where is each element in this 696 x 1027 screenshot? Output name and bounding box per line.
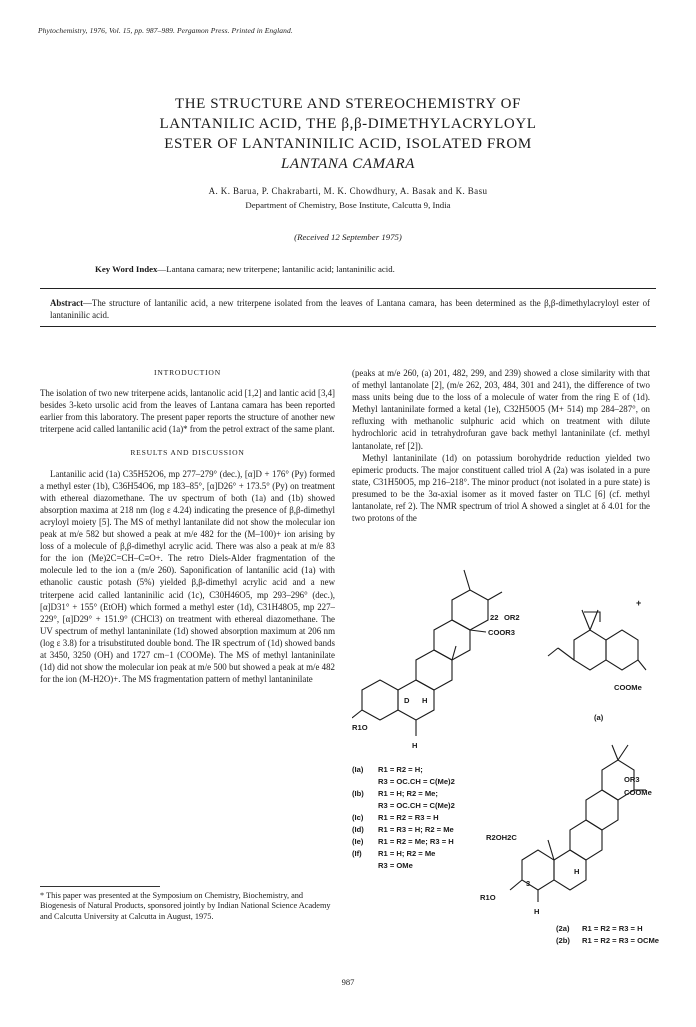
fragment-a-label: (a) — [594, 713, 604, 722]
affiliation: Department of Chemistry, Bose Institute, Calcutta 9, India — [245, 200, 451, 210]
compound-id: (2b) — [556, 936, 570, 945]
article-title — [40, 94, 656, 174]
keyword-index — [95, 264, 395, 274]
right-paragraph-1: (peaks at m/e 260, (a) 201, 482, 299, and 239) showed a close similarity with that of methyl lantanolate [2], (m/e 262, 203, 484, 301 and 241), the difference of two mass units being due to the loss of a molecule of water from the ring E of (1d). Methyl lantaninilate formed a ketal (1e), C32H50O5 (M+ 514) mp 284–287°, on refluxing with methanolic sulphuric acid which on treatment with dilute hydrochloric acid in tetrahydrofuran gave back methyl lantaninilate (cf. methyl lantanolate, ref [2]). — [352, 368, 650, 451]
compound-substituents-2: R3 = OC.CH = C(Me)2 — [378, 777, 455, 786]
compound-substituents: R1 = R2 = R3 = H — [582, 924, 643, 933]
struct2-h-label: H — [574, 867, 580, 876]
structure-2-skeleton — [510, 745, 646, 902]
compound-row-1e — [352, 837, 455, 849]
results-text: Lantanilic acid (1a) C35H52O6, mp 277–279° (dec.), [α]D + 176° (Py) formed a methyl ester (1b), C36H54O6, mp 183–85°, [α]D26° + 173.5° (Py) on treatment with ethereal diazomethane. The uv spectrum of both (1a) and (1b) showed absorption maxima at 218 nm (log ε 4.24) indicating the presence of β,β-dimethyl acryloyl moiety [5]. The MS of methyl lantanilate did not show the molecular ion peak at m/e 582 but showed a peak at m/e 482 for the (M–100)+ ion arising by loss of a molecule of β,β-dimethyl acrylic acid. There was also a peak at m/e 83 for the ion (Me)2C=CH–C≡O+. The retro Diels-Alder fragmentation of the molecule led to the ion a (m/e 260). Saponification of lantanilic acid (1a) with ethanolic caustic potash (5%) yielded β,β-dimethyl acrylic acid and a new triterpene acid called lantaninilic acid (1c), C30H46O5, mp 293–296° (dec.), [α]D31° + 155° (EtOH) which formed a methyl ester (1d), C31H48O5, mp 227–229°, [α]D29° + 151.9° (CHCl3) on treatment with ethereal diazomethane. The UV spectrum of methyl lantaninilate (1d) showed absorption maximum at 206 nm (log ε 3.8) for a trisubstituted double bond. The IR spectrum of (1d) showed bands at 3450, 3250 (OH) and 1727 cm−1 (COOMe). The MS of methyl lantaninilate (1d) did not show the molecular ion peak at m/e 500 but showed a peak at m/e 482 for the ion (M-H2O)+. The MS fragmentation pattern of methyl lantaninilate — [40, 468, 335, 685]
compound-substituents: R1 = R2 = Me; R3 = H — [378, 837, 454, 846]
page-number: 987 — [341, 977, 355, 987]
structure-1-skeleton — [352, 570, 502, 736]
compound-id: (Ie) — [352, 837, 364, 846]
fragment-a-structure — [548, 610, 646, 670]
compound-substituents: R1 = H; R2 = Me; — [378, 789, 438, 798]
title-line-4: LANTANA CAMARA — [280, 156, 416, 172]
compound-list-2 — [556, 924, 659, 948]
struct1-c22-label: 22 — [490, 613, 499, 622]
footnote: * This paper was presented at the Symposium on Chemistry, Biochemistry, and Biogenesis of Natural Products, sponsored jointly by Indian National Science Academy and Calcutta University at Calcutta in August, 1975. — [40, 891, 331, 921]
compound-id: (Id) — [352, 825, 364, 834]
compound-row-1c — [352, 813, 455, 825]
struct1-h-ring-label: H — [422, 696, 428, 705]
compound-id: (2a) — [556, 924, 570, 933]
compound-row-1a — [352, 765, 455, 777]
struct1-r1o-label: R1O — [352, 723, 368, 732]
keyword-text: —Lantana camara; new triterpene; lantanilic acid; lantaninilic acid. — [157, 264, 395, 274]
fragment-plus-sign: + — [636, 598, 642, 608]
compound-substituents: R1 = R2 = H; — [378, 765, 423, 774]
introduction-text: The isolation of two new triterpene acids, lantanolic acid [1,2] and lantic acid [3,4] besides 3-keto ursolic acid from the leaves of Lantana camara has been reported earlier from this laboratory. The present paper reports the structure of another new triterpene acid called lantanilic acid (1a)* from the petrol extract of the same plant. — [40, 388, 335, 435]
compound-id: (Ib) — [352, 789, 364, 798]
compound-row-1b-cont — [352, 801, 455, 813]
footnote-rule — [40, 886, 160, 887]
struct1-h-bottom-label: H — [412, 741, 418, 750]
struct2-coome-label: COOMe — [624, 788, 652, 797]
struct1-ring-d-label: D — [404, 696, 410, 705]
struct2-r1o-label: R1O — [480, 893, 496, 902]
compound-substituents: R1 = R2 = R3 = H — [378, 813, 439, 822]
compound-id: (If) — [352, 849, 362, 858]
struct1-coor3-label: COOR3 — [488, 628, 516, 637]
introduction-heading: INTRODUCTION — [154, 368, 221, 377]
struct2-h-bottom-label: H — [534, 907, 540, 916]
abstract-label: Abstract — [50, 298, 84, 308]
struct2-r2oh2c-label: R2OH2C — [486, 833, 517, 842]
author-list: A. K. Barua, P. Chakrabarti, M. K. Chowdhury, A. Basak and K. Basu — [208, 186, 488, 196]
right-paragraph-2: Methyl lantaninilate (1d) on potassium borohydride reduction yielded two epimeric products. The major constituent called triol A (2a) was isolated in a pure state, C31H50O5, mp 216–218°. The minor product (not isolated in a pure state) is presumed to be the 3α-axial isomer as it moved faster on TLC [6] (cf. methyl lantanolate, ref 2). The NMR spectrum of triol A showed a singlet at δ 4.01 for the two protons of the — [352, 452, 650, 524]
compound-row-2a — [556, 924, 659, 936]
title-line-1: THE STRUCTURE AND STEREOCHEMISTRY OF — [174, 96, 522, 112]
compound-row-1f-cont — [352, 861, 455, 873]
compound-row-1f — [352, 849, 455, 861]
compound-substituents-2: R3 = OC.CH = C(Me)2 — [378, 801, 455, 810]
fragment-coome-label: COOMe — [614, 683, 642, 692]
compound-list-1 — [352, 765, 455, 873]
struct2-or3-label: OR3 — [624, 775, 640, 784]
left-column — [40, 367, 335, 685]
compound-row-1d — [352, 825, 455, 837]
title-line-3: ESTER OF LANTANINILIC ACID, ISOLATED FROM — [164, 136, 532, 152]
divider-top — [40, 288, 656, 289]
divider-bottom — [40, 326, 656, 327]
results-heading: RESULTS AND DISCUSSION — [130, 448, 245, 458]
compound-id: (Ic) — [352, 813, 364, 822]
compound-id: (Ia) — [352, 765, 364, 774]
compound-substituents: R1 = H; R2 = Me — [378, 849, 436, 858]
compound-row-2b — [556, 936, 659, 948]
compound-row-1a-cont — [352, 777, 455, 789]
struct1-or2-label: OR2 — [504, 613, 520, 622]
received-date: (Received 12 September 1975) — [294, 232, 402, 242]
struct2-c3-label: 3 — [526, 879, 531, 888]
keyword-label: Key Word Index — [95, 264, 158, 274]
abstract — [50, 297, 650, 322]
title-line-2: LANTANILIC ACID, THE β,β-DIMETHYLACRYLOYL — [159, 116, 537, 132]
right-column — [352, 367, 650, 524]
compound-substituents: R1 = R2 = R3 = OCMe — [582, 936, 660, 945]
compound-row-1b — [352, 789, 455, 801]
compound-substituents: R1 = R3 = H; R2 = Me — [378, 825, 454, 834]
abstract-text: —The structure of lantanilic acid, a new triterpene isolated from the leaves of Lantana camara, has been determined as the β,β-dimethylacryloyl ester of lantaninilic acid. — [50, 298, 650, 321]
compound-substituents-2: R3 = OMe — [378, 861, 413, 870]
journal-citation: Phytochemistry, 1976, Vol. 15, pp. 987–989. Pergamon Press. Printed in England. — [38, 26, 293, 35]
